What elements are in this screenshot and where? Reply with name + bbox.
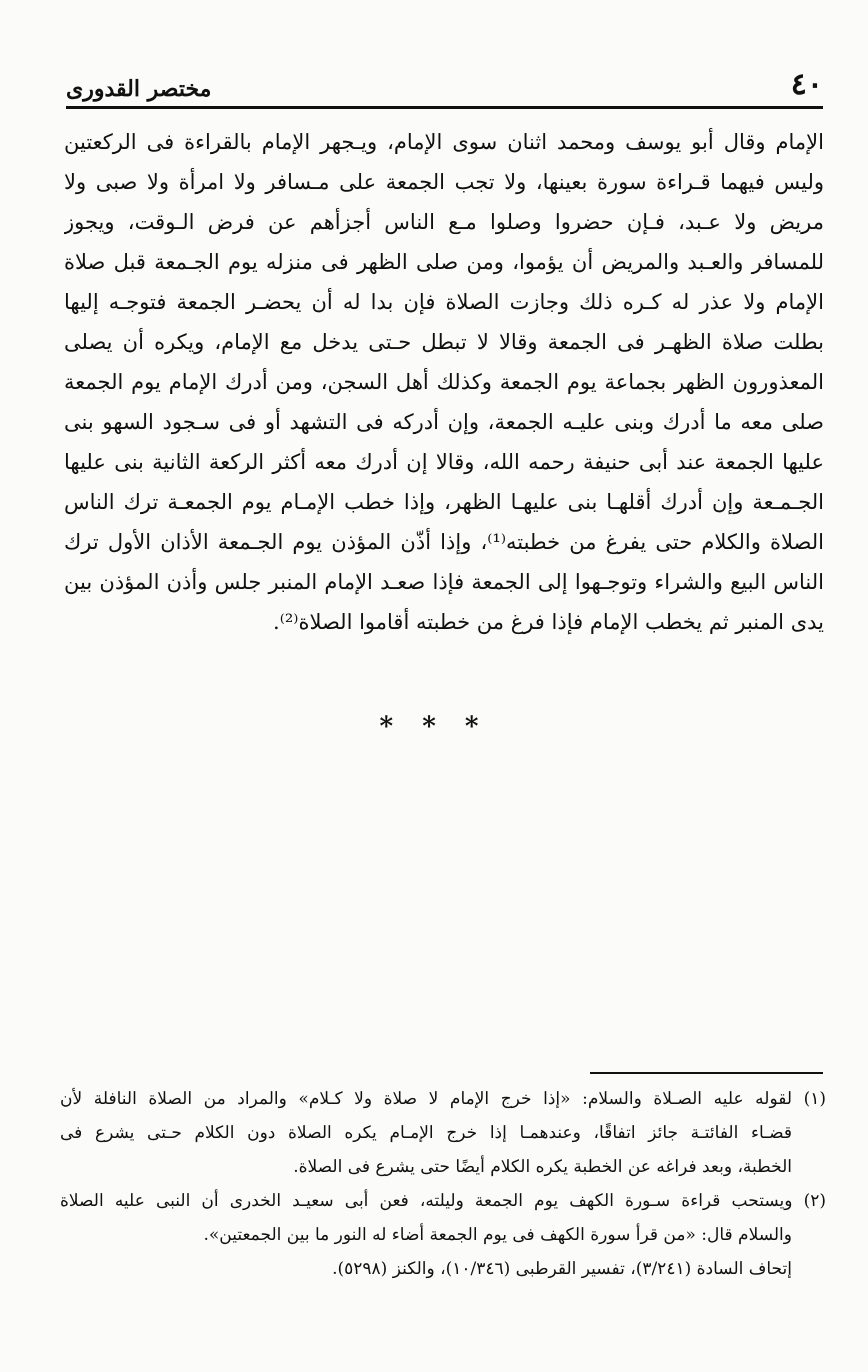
footnote-rule [590, 1072, 823, 1074]
text-line: بطلت صلاة الظهـر فى الجمعة وقالا لا تبطل حـتى يدخل مع الإمام، ويكره أن يصلى [64, 330, 824, 354]
footnote-line: قضـاء الفائتـة جائز اتفاقًا، وعندهمـا إذا خرج الإمـام يكره الصلاة دون الكلام حـتى يشرع فى [60, 1123, 792, 1143]
text-line: يدى المنبر ثم يخطب الإمام فإذا فرغ من خطبته أقاموا الصلاة⁽²⁾. [273, 610, 824, 634]
text-line: مريض ولا عـبد، فـإن حضروا وصلوا مـع الناس أجزأهم عن فرض الـوقت، ويجوز [64, 210, 824, 234]
footnote-2 [60, 1184, 826, 1286]
footnote-line: الخطبة، وبعد فراغه عن الخطبة يكره الكلام أيضًا حتى يشرع فى الصلاة. [293, 1157, 792, 1177]
footnotes [60, 1082, 826, 1286]
text-line: صلى معه ما أدرك وبنى عليـه الجمعة، وإن أدركه فى التشهد أو فى سـجود السهو بنى [64, 410, 824, 434]
section-separator: * * * [379, 712, 489, 742]
footnote-1 [60, 1082, 826, 1184]
main-text [64, 122, 824, 642]
text-line: للمسافر والعـبد والمريض أن يؤموا، ومن صلى الظهر فى منزله يوم الجـمعة قبل صلاة [64, 250, 824, 274]
running-title: مختصر القدورى [66, 76, 212, 102]
page-header [66, 66, 823, 106]
footnote-line: (١) لقوله عليه الصـلاة والسلام: «إذا خرج الإمام لا صلاة ولا كـلام» والمراد من الصلاة النافلة لأن [60, 1089, 826, 1109]
text-line: عليها الجمعة عند أبى حنيفة رحمه الله، وقالا إن أدرك معه أكثر الركعة الثانية بنى عليها [64, 450, 824, 474]
header-rule [66, 106, 823, 109]
text-line: الصلاة والكلام حتى يفرغ من خطبته⁽¹⁾، وإذا أذّن المؤذن يوم الجـمعة الأذان الأول ترك [64, 530, 824, 554]
footnote-line: والسلام قال: «من قرأ سورة الكهف فى يوم الجمعة أضاء له النور ما بين الجمعتين». [203, 1225, 792, 1245]
text-line: وليس فيهما قـراءة سورة بعينها، ولا تجب الجمعة على مـسافر ولا امرأة ولا صبى ولا [64, 170, 824, 194]
text-line: الإمام ولا عذر له كـره ذلك وجازت الصلاة فإن بدا له أن يحضـر الجمعة فتوجـه إليها [64, 290, 824, 314]
text-line: المعذورون الظهر بجماعة يوم الجمعة وكذلك أهل السجن، ومن أدرك الإمام يوم الجمعة [64, 370, 824, 394]
page-number: ٤٠ [790, 67, 823, 102]
footnote-line: إتحاف السادة (٣/٢٤١)، تفسير القرطبى (١٠/٣٤٦)، والكنز (٥٢٩٨). [332, 1259, 792, 1279]
footnote-line: (٢) ويستحب قراءة سـورة الكهف يوم الجمعة وليلته، فعن أبى سعيـد الخدرى أن النبى عليه الصلاة [60, 1191, 826, 1211]
text-line: الجـمـعة وإن أدرك أقلهـا بنى عليهـا الظهر، وإذا خطب الإمـام يوم الجمعـة ترك الناس [64, 490, 824, 514]
text-line: الناس البيع والشراء وتوجـهوا إلى الجمعة فإذا صعـد الإمام المنبر جلس وأذن المؤذن بين [64, 570, 824, 594]
text-line: الإمام وقال أبو يوسف ومحمد اثنان سوى الإمام، ويـجهر الإمام بالقراءة فى الركعتين [64, 130, 824, 154]
